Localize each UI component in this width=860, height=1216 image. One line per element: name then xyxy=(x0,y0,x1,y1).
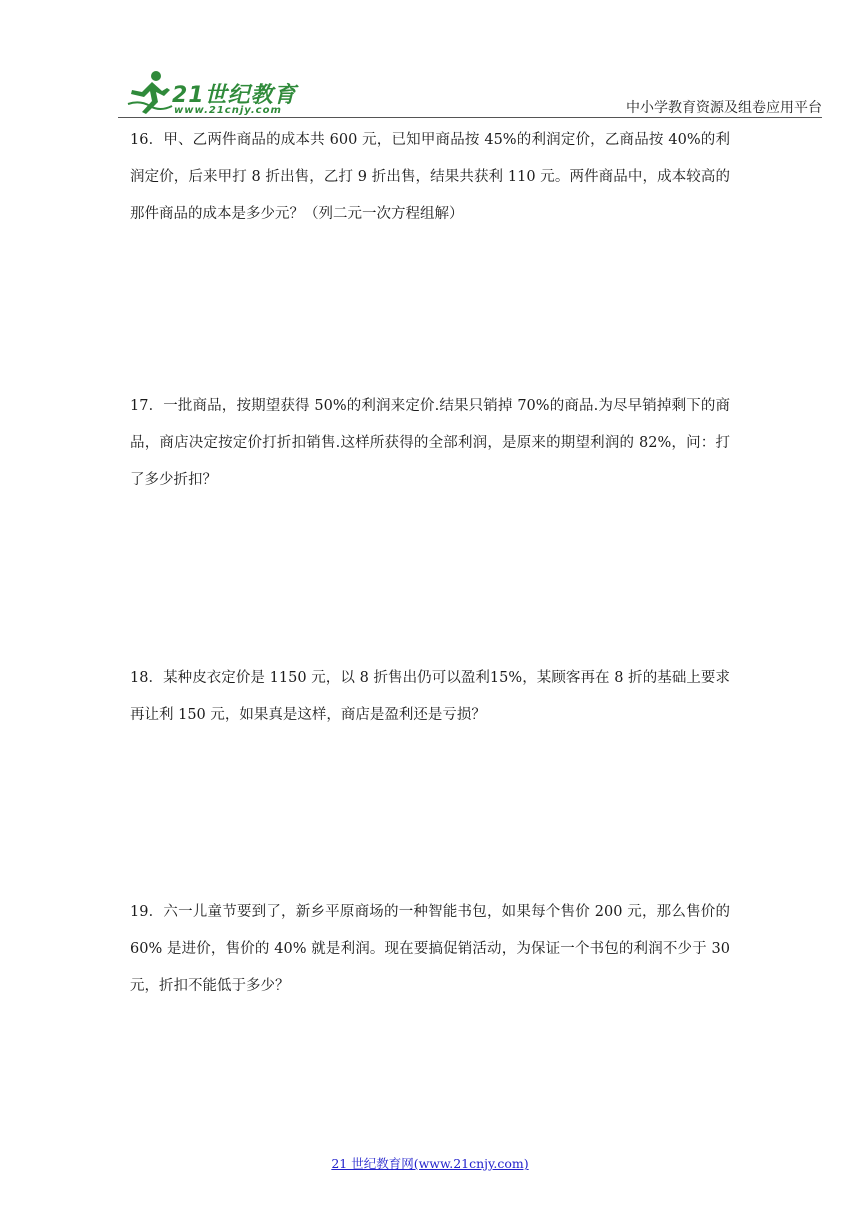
logo-text: 21世纪教育 xyxy=(172,83,297,108)
page-header xyxy=(118,62,822,120)
logo-url: www.21cnjy.com xyxy=(174,105,282,116)
footer-link[interactable]: 21 世纪教育网(www.21cnjy.com) xyxy=(331,1156,529,1171)
runner-logo-icon xyxy=(126,68,174,116)
platform-title: 中小学教育资源及组卷应用平台 xyxy=(626,100,822,116)
header-divider xyxy=(118,117,822,118)
question-16: 16．甲、乙两件商品的成本共 600 元，已知甲商品按 45%的利润定价，乙商品按 40%的利润定价，后来甲打 8 折出售，乙打 9 折出售，结果共获利 110 元。两件商品中，成本较高的那件商品的成本是多少元？（列二元一次方程组解） xyxy=(130,132,730,222)
question-17: 17．一批商品，按期望获得 50%的利润来定价.结果只销掉 70%的商品.为尽早销掉剩下的商品，商店决定按定价打折扣销售.这样所获得的全部利润，是原来的期望利润的 82%，问：打了多少折扣？ xyxy=(130,398,730,488)
question-19: 19．六一儿童节要到了，新乡平原商场的一种智能书包，如果每个售价 200 元，那么售价的60% 是进价，售价的 40% 就是利润。现在要搞促销活动，为保证一个书包的利润不少于 30元，折扣不能低于多少？ xyxy=(130,904,730,994)
logo xyxy=(126,68,316,120)
question-18: 18．某种皮衣定价是 1150 元，以 8 折售出仍可以盈利15%，某顾客再在 8 折的基础上要求再让利 150 元，如果真是这样，商店是盈利还是亏损？ xyxy=(130,670,730,723)
